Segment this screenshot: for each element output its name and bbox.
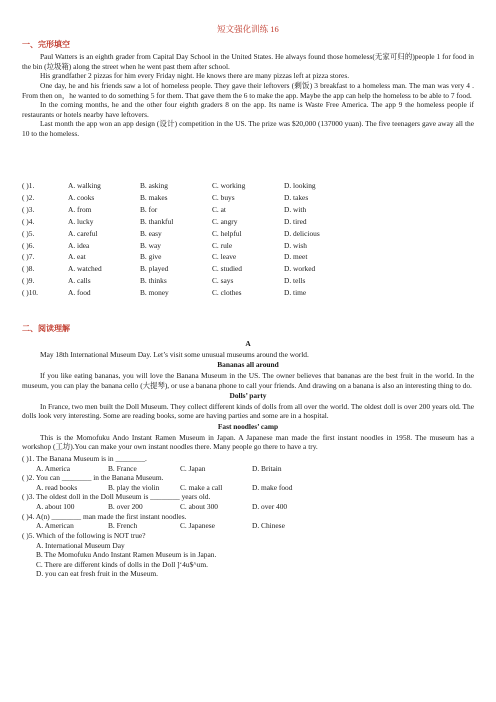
option-d: D. tells [284,276,306,286]
option-a: A. watched [68,264,102,274]
option-row [22,263,474,275]
option-c: C. about 300 [180,502,218,511]
option-c: C. make a call [180,482,223,492]
option-a: A. careful [68,228,98,238]
question [22,512,474,531]
option-row [22,192,474,204]
option-d: D. make food [252,482,293,492]
question [22,492,474,511]
cloze-passage [22,52,474,139]
option-d: D. worked [284,264,316,274]
option-b: B. way [140,240,161,250]
option-a: A. calls [68,276,91,286]
question-number: ( )8. [22,264,35,274]
option-row [22,216,474,228]
option-b: B. thinks [140,276,167,286]
option-d: D. delicious [284,228,320,238]
option-b: B. asking [140,181,168,191]
option-c: C. angry [212,216,238,226]
option-d: D. Chinese [252,521,285,531]
option-b: B. play the violin [108,482,160,492]
option-row [22,239,474,251]
question [22,454,474,473]
option-c: C. buys [212,193,235,203]
question-number: ( )4. [22,216,35,226]
option-c: C. studied [212,264,242,274]
option-a: A. read books [36,482,78,492]
question-stem: ( )5. Which of the following is NOT true? [22,530,146,540]
option-d: D. Britain [252,463,282,473]
option-a: A. eat [68,252,86,262]
question [22,473,474,492]
section-heading-cloze: 一、完形填空 [22,40,70,49]
option-d: D. time [284,288,307,298]
option-c: C. Japanese [180,521,215,531]
page-title: 短文强化训练 16 [217,24,279,34]
option-a: A. America [36,463,71,473]
question-number: ( )6. [22,240,35,250]
option-c: C. working [212,181,246,191]
option-d: D. wish [284,240,307,250]
cloze-paragraph: Paul Watters is an eighth grader from Capital Day School in the United States. He always found those homeless(无家可归的)people 1 for food in the bin (垃圾箱) along the street when he went past them after school. [22,52,474,71]
option-b: B. give [140,252,162,262]
cloze-paragraph: His grandfather 2 pizzas for him every Friday night. He knows there are many pizzas left at pizza stores. [40,71,350,81]
passage-paragraph: If you like eating bananas, you will love the Banana Museum in the US. The owner believes that bananas are the best fruit in the world. In the museum, you can play the banana cello (大提琴), or use a banana phone to call your friends. And drawing on a banana is also an interesting thing to do. [22,370,474,390]
option-d: D. takes [284,193,309,203]
cloze-options [22,180,474,299]
option-b: B. over 200 [108,502,143,511]
option-b: B. easy [140,228,162,238]
option-b: B. The Momofuku Ando Instant Ramen Museum is in Japan. [36,550,217,560]
option-b: B. money [140,288,169,298]
option-c: C. Japan [180,463,206,473]
question-stem: ( )1. The Banana Museum is in ________. [22,453,147,463]
question-options [22,464,474,474]
passage-subheading: Bananas all around [217,360,279,370]
option-b: B. thankful [140,216,174,226]
option-b: B. played [140,264,169,274]
question-number: ( )3. [22,204,35,214]
option-a: A. International Museum Day [36,540,125,550]
option-row [22,180,474,192]
option-b: B. for [140,204,158,214]
option-row [22,204,474,216]
option-d: D. over 400 [252,502,288,511]
question-number: ( )5. [22,228,35,238]
cloze-paragraph: Last month the app won an app design (设计) competition in the US. The prize was $20,000 (137000 yuan). The five teenagers gave away all the 10 to the homeless. [22,119,474,138]
reading-passage [22,338,474,579]
option-d: D. meet [284,252,308,262]
option-row [22,228,474,240]
option-b: B. France [108,463,137,473]
option-a: A. lucky [68,216,94,226]
option-a: A. idea [68,240,90,250]
question-number: ( )1. [22,181,35,191]
option-c: C. There are different kinds of dolls in the Doll ]‘4u$^um. [36,559,208,569]
question-options [22,521,474,531]
question-number: ( )2. [22,193,35,203]
passage-paragraph: In France, two men built the Doll Museum. They collect different kinds of dolls from all over the world. The oldest doll is over 200 years old. The dolls look very interesting. Some are reading books, some are having parties and some are in a hospital. [22,401,474,421]
question-options [22,502,474,512]
option-c: C. at [212,204,226,214]
option-d: D. tired [284,216,307,226]
option-a: A. about 100 [36,502,75,511]
option-a: A. cooks [68,193,95,203]
option-c: C. leave [212,252,237,262]
option-d: D. you can eat fresh fruit in the Museum. [36,569,158,579]
question-number: ( )7. [22,252,35,262]
option-b: B. makes [140,193,168,203]
option-c: C. says [212,276,234,286]
option-a: A. from [68,204,92,214]
passage-subheading: Dolls’ party [229,391,267,401]
option-a: A. American [36,521,74,531]
option-d: D. looking [284,181,316,191]
question-stem: ( )4. A(n) ________ man made the first instant noodles. [22,511,187,521]
question-list [22,454,474,579]
option-c: C. helpful [212,228,242,238]
question-stem: ( )2. You can ________ in the Banana Museum. [22,473,164,483]
question-number: ( )10. [22,288,39,298]
option-row [22,251,474,263]
question [22,531,474,579]
option-row [22,275,474,287]
passage-subheading: Fast noodles’ camp [217,422,279,431]
cloze-paragraph: In the coming months, he and the other four eighth graders 8 on the app. Its name is Waste Free America. The app 9 the homeless people if restaurants or hotels nearby have leftovers. [22,100,474,119]
question-number: ( )9. [22,276,35,286]
passage-intro: May 18th International Museum Day. Let’s visit some unusual museums around the world. [40,349,309,359]
question-stem: ( )3. The oldest doll in the Doll Museum is ________ years old. [22,492,211,502]
option-c: C. rule [212,240,233,250]
option-a: A. food [68,288,91,298]
option-b: B. French [108,521,138,531]
option-c: C. clothes [212,288,242,298]
question-options [22,483,474,493]
option-row [22,287,474,299]
option-a: A. walking [68,181,101,191]
section-heading-reading: 二、阅读理解 [22,324,70,333]
passage-label: A [245,339,251,348]
cloze-paragraph: One day, he and his friends saw a lot of homeless people. They gave their leftovers (剩饭) 3 breakfast to a homeless man. The man was very 4 . From then on，he wanted to do something 5 for them. That gave them the 6 to make the app. Maybe the app can help the homeless to be able to 7 food. [22,80,474,100]
passage-paragraph: This is the Momofuku Ando Instant Ramen Museum in Japan. A Japanese man made the first instant noodles in 1958. The museum has a workshop (工坊).You can make your own instant noodles there. Many people go there to have a try. [22,432,474,452]
option-d: D. with [284,204,307,214]
